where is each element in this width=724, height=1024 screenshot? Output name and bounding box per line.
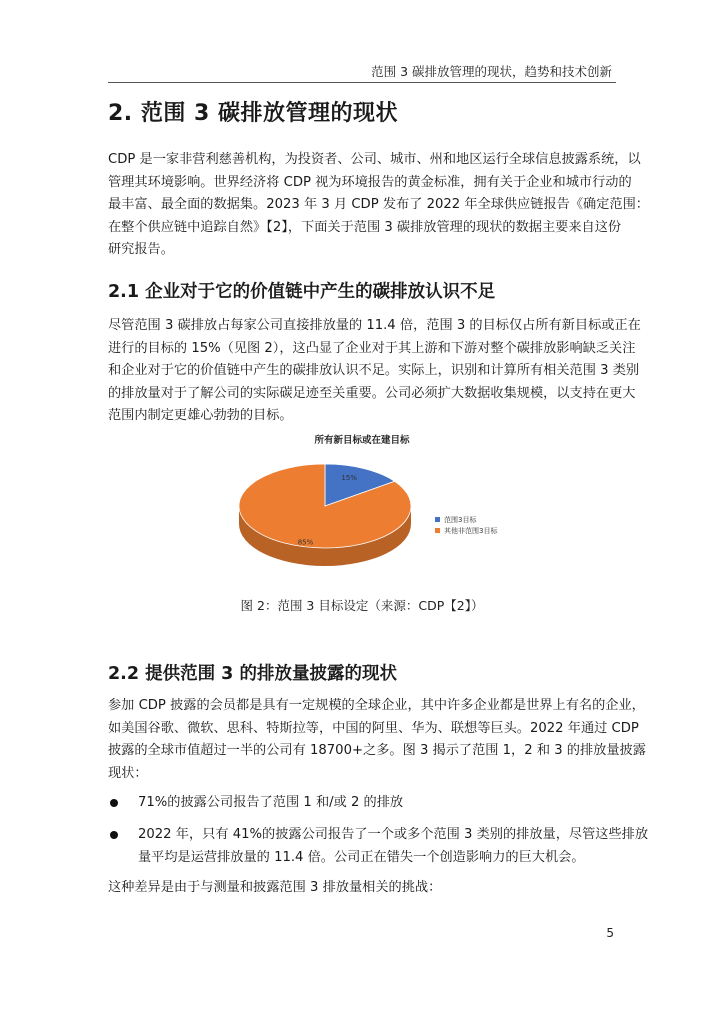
figure-2-caption: 图 2：范围 3 目标设定（来源：CDP【2】）	[240, 598, 484, 613]
bullet-line: 2022 年，只有 41%的披露公司报告了一个或多个范围 3 类别的排放量，尽管这些排放	[138, 827, 649, 842]
intro-line: 管理其环境影响。世界经济将 CDP 视为环境报告的黄金标准，拥有关于企业和城市行动的	[108, 174, 632, 190]
paragraph-line: 如美国谷歌、微软、思科、特斯拉等，中国的阿里、华为、联想等巨头。2022 年通过 CDP	[108, 720, 639, 736]
running-header: 范围 3 碳排放管理的现状，趋势和技术创新	[371, 64, 612, 79]
bullet-line: 71%的披露公司报告了范围 1 和/或 2 的排放	[138, 795, 404, 810]
closing-line: 这种差异是由于与测量和披露范围 3 排放量相关的挑战：	[108, 880, 442, 895]
section-2-2-title: 2.2 提供范围 3 的排放量披露的现状	[108, 664, 397, 684]
paragraph-line: 披露的全球市值超过一半的公司有 18700+之多。图 3 揭示了范围 1，2 和 3 的排放量披露	[108, 743, 646, 758]
bullet-line: 量平均是运营排放量的 11.4 倍。公司正在错失一个创造影响力的巨大机会。	[138, 849, 585, 865]
paragraph-line: 进行的目标的 15%（见图 2），这凸显了企业对于其上游和下游对整个碳排放影响缺乏关注	[108, 340, 636, 356]
chart-title: 所有新目标或在建目标	[314, 435, 410, 446]
section-2-2-paragraph	[108, 695, 646, 785]
intro-line: 在整个供应链中追踪自然》【2】，下面关于范围 3 碳排放管理的现状的数据主要来自这份	[108, 219, 622, 235]
intro-line: 研究报告。	[108, 242, 174, 257]
legend-swatch-1	[435, 528, 440, 533]
legend-swatch-0	[435, 517, 440, 522]
paragraph-line: 参加 CDP 披露的会员都是具有一定规模的全球企业，其中许多企业都是世界上有名的企业，	[108, 698, 645, 713]
paragraph-line: 和企业对于它的价值链中产生的碳排放认识不足。实际上，识别和计算所有相关范围 3 类别	[108, 363, 640, 378]
pie-chart	[108, 428, 616, 598]
legend-label-1: 其他非范围3目标	[444, 527, 498, 535]
figure-2-chart	[108, 428, 616, 598]
intro-line: CDP 是一家非营利慈善机构，为投资者、公司、城市、州和地区运行全球信息披露系统，以	[108, 152, 641, 167]
paragraph-line: 尽管范围 3 碳排放占每家公司直接排放量的 11.4 倍，范围 3 的目标仅占所有新目标或正在	[108, 318, 641, 333]
paragraph-line: 的排放量对于了解公司的实际碳足迹至关重要。公司必须扩大数据收集规模，以支持在更大	[108, 385, 636, 401]
section-2-1-paragraph	[108, 315, 641, 428]
section-2-1-title: 2.1 企业对于它的价值链中产生的碳排放认识不足	[108, 282, 496, 302]
bullet-dot-icon	[110, 831, 118, 839]
closing-sentence	[108, 877, 616, 900]
header-rule	[108, 82, 616, 83]
section-2-intro	[108, 149, 649, 262]
legend-label-0: 范围3目标	[444, 516, 477, 524]
bullet-dot-icon	[110, 799, 118, 807]
paragraph-line: 范围内制定更雄心勃勃的目标。	[108, 408, 293, 423]
paragraph-line: 现状：	[108, 765, 148, 781]
page-number: 5	[606, 926, 614, 940]
intro-line: 最丰富、最全面的数据集。2023 年 3 月 CDP 发布了 2022 年全球供应链报告《确定范围：	[108, 197, 649, 212]
pie-data-label-0: 15%	[341, 473, 357, 482]
section-2-title: 2. 范围 3 碳排放管理的现状	[108, 101, 398, 126]
pie-data-label-1: 85%	[297, 538, 314, 547]
